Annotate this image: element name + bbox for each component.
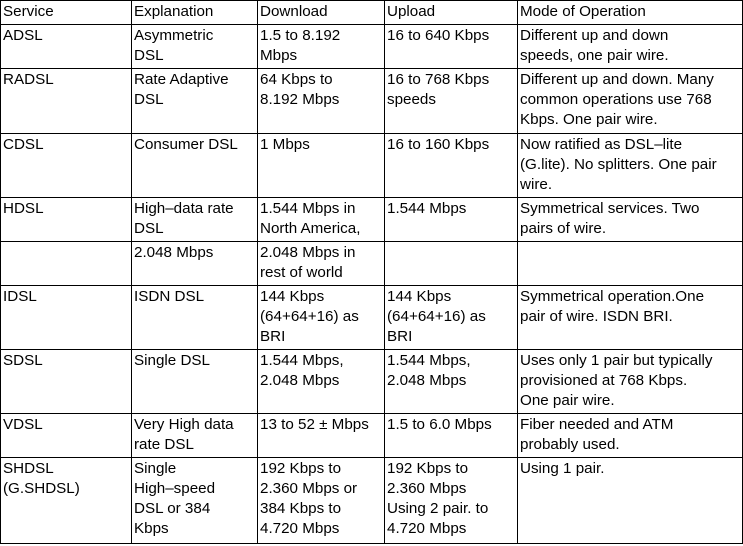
cell-upload: 16 to 640 Kbps bbox=[385, 25, 518, 69]
cell-explanation: High–data rate DSL bbox=[132, 198, 258, 242]
cell-upload: 144 Kbps (64+64+16) as BRI bbox=[385, 286, 518, 350]
cell-download: 64 Kbps to 8.192 Mbps bbox=[258, 69, 385, 134]
cell-service: SDSL bbox=[1, 350, 132, 414]
cell-explanation: 2.048 Mbps bbox=[132, 242, 258, 286]
header-service: Service bbox=[1, 1, 132, 25]
header-explanation: Explanation bbox=[132, 1, 258, 25]
cell-mode bbox=[518, 242, 743, 286]
cell-download: 1 Mbps bbox=[258, 134, 385, 198]
cell-mode: Uses only 1 pair but typically provisioned at 768 Kbps. One pair wire. bbox=[518, 350, 743, 414]
cell-mode: Fiber needed and ATM probably used. bbox=[518, 414, 743, 458]
cell-service: IDSL bbox=[1, 286, 132, 350]
cell-service: ADSL bbox=[1, 25, 132, 69]
table-row bbox=[1, 458, 743, 544]
cell-mode: Symmetrical services. Two pairs of wire. bbox=[518, 198, 743, 242]
header-upload: Upload bbox=[385, 1, 518, 25]
table-row bbox=[1, 414, 743, 458]
cell-service: SHDSL (G.SHDSL) bbox=[1, 458, 132, 544]
cell-upload: 16 to 160 Kbps bbox=[385, 134, 518, 198]
cell-download: 1.5 to 8.192 Mbps bbox=[258, 25, 385, 69]
cell-service: HDSL bbox=[1, 198, 132, 242]
header-row bbox=[1, 1, 743, 25]
cell-explanation: Rate Adaptive DSL bbox=[132, 69, 258, 134]
cell-upload: 1.5 to 6.0 Mbps bbox=[385, 414, 518, 458]
cell-explanation: Single DSL bbox=[132, 350, 258, 414]
cell-service: RADSL bbox=[1, 69, 132, 134]
table-row bbox=[1, 198, 743, 242]
table-row bbox=[1, 25, 743, 69]
cell-download: 1.544 Mbps, 2.048 Mbps bbox=[258, 350, 385, 414]
cell-download: 13 to 52 ± Mbps bbox=[258, 414, 385, 458]
cell-mode: Using 1 pair. bbox=[518, 458, 743, 544]
cell-explanation: Asymmetric DSL bbox=[132, 25, 258, 69]
cell-explanation: Single High–speed DSL or 384 Kbps bbox=[132, 458, 258, 544]
cell-upload bbox=[385, 242, 518, 286]
cell-explanation: Very High data rate DSL bbox=[132, 414, 258, 458]
cell-upload: 1.544 Mbps bbox=[385, 198, 518, 242]
cell-service bbox=[1, 242, 132, 286]
cell-download: 192 Kbps to 2.360 Mbps or 384 Kbps to 4.720 Mbps bbox=[258, 458, 385, 544]
cell-download: 2.048 Mbps in rest of world bbox=[258, 242, 385, 286]
cell-download: 1.544 Mbps in North America, bbox=[258, 198, 385, 242]
cell-mode: Now ratified as DSL–lite (G.lite). No splitters. One pair wire. bbox=[518, 134, 743, 198]
cell-mode: Symmetrical operation.One pair of wire. ISDN BRI. bbox=[518, 286, 743, 350]
table-row bbox=[1, 350, 743, 414]
cell-mode: Different up and down. Many common operations use 768 Kbps. One pair wire. bbox=[518, 69, 743, 134]
table-row bbox=[1, 242, 743, 286]
table-row bbox=[1, 69, 743, 134]
table-row bbox=[1, 286, 743, 350]
cell-download: 144 Kbps (64+64+16) as BRI bbox=[258, 286, 385, 350]
cell-mode: Different up and down speeds, one pair wire. bbox=[518, 25, 743, 69]
header-mode-of-operation: Mode of Operation bbox=[518, 1, 743, 25]
header-download: Download bbox=[258, 1, 385, 25]
cell-explanation: Consumer DSL bbox=[132, 134, 258, 198]
cell-upload: 1.544 Mbps, 2.048 Mbps bbox=[385, 350, 518, 414]
table-row bbox=[1, 134, 743, 198]
cell-service: VDSL bbox=[1, 414, 132, 458]
cell-upload: 192 Kbps to 2.360 Mbps Using 2 pair. to 4.720 Mbps bbox=[385, 458, 518, 544]
cell-explanation: ISDN DSL bbox=[132, 286, 258, 350]
cell-service: CDSL bbox=[1, 134, 132, 198]
cell-upload: 16 to 768 Kbps speeds bbox=[385, 69, 518, 134]
